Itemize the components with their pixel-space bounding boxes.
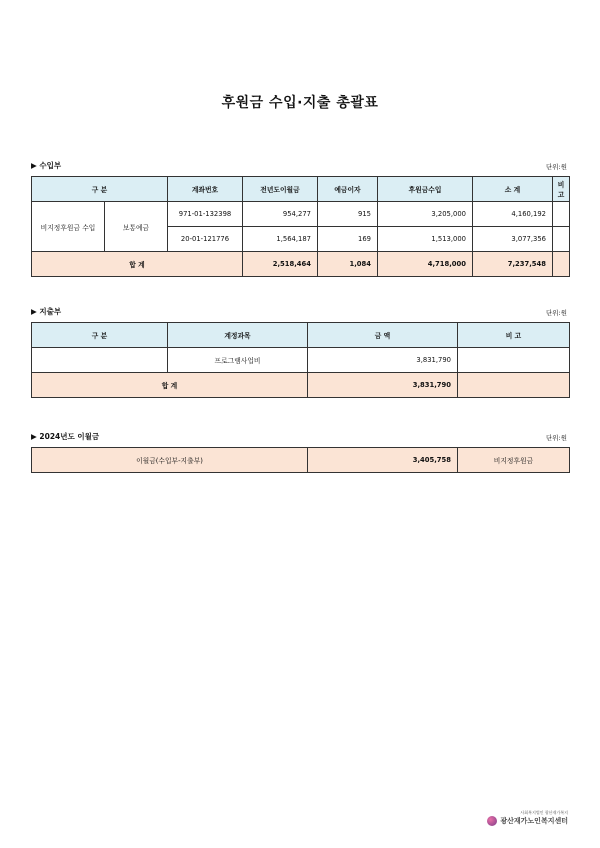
expense-total-label: 합 계	[32, 373, 308, 398]
expense-header-amount: 금 액	[308, 323, 458, 348]
account-number: 20-01-121776	[168, 227, 243, 252]
interest-value: 915	[318, 202, 378, 227]
interest-value: 169	[318, 227, 378, 252]
carryover-amount: 3,405,758	[308, 448, 458, 473]
carryover-value: 954,277	[243, 202, 318, 227]
page-title: 후원금 수입·지출 총괄표	[221, 95, 379, 111]
expense-amount: 3,831,790	[308, 348, 458, 373]
expense-category	[32, 348, 168, 373]
carryover-value: 1,564,187	[243, 227, 318, 252]
total-carryover: 2,518,464	[243, 252, 318, 277]
expense-header-account: 계정과목	[168, 323, 308, 348]
carryover-note: 비지정후원금	[458, 448, 570, 473]
subtotal-value: 4,160,192	[473, 202, 553, 227]
subtotal-value: 3,077,356	[473, 227, 553, 252]
table-row	[32, 348, 570, 373]
income-header-donation: 후원금수입	[378, 177, 473, 202]
expense-total-amount: 3,831,790	[308, 373, 458, 398]
income-category: 비지정후원금 수입	[32, 202, 105, 252]
expense-header-note: 비 고	[458, 323, 570, 348]
expense-section-label: ▶ 지출부	[31, 307, 62, 316]
footer-small-text: 사회복지법인 광산재가복지	[520, 810, 568, 815]
income-header-subtotal: 소 계	[473, 177, 553, 202]
expense-note	[458, 348, 570, 373]
carryover-section-label: ▶ 2024년도 이월금	[31, 432, 100, 441]
organization-logo-icon	[487, 816, 497, 826]
expense-header-category: 구 분	[32, 323, 168, 348]
footer-org-name: 광산재가노인복지센터	[500, 817, 568, 825]
carryover-row	[32, 448, 570, 473]
income-header-account: 계좌번호	[168, 177, 243, 202]
expense-total-note	[458, 373, 570, 398]
total-donation: 4,718,000	[378, 252, 473, 277]
total-subtotal: 7,237,548	[473, 252, 553, 277]
note-value	[553, 202, 570, 227]
expense-total-row	[32, 373, 570, 398]
income-header-note: 비 고	[553, 177, 570, 202]
table-row	[32, 202, 570, 227]
income-header-carryover: 전년도이월금	[243, 177, 318, 202]
note-value	[553, 227, 570, 252]
expense-account: 프로그램사업비	[168, 348, 308, 373]
expense-unit-label: 단위:원	[545, 309, 567, 317]
carryover-label: 이월금(수입부-지출부)	[32, 448, 308, 473]
income-table	[31, 176, 570, 277]
total-note	[553, 252, 570, 277]
carryover-table	[31, 447, 570, 473]
income-header-category: 구 분	[32, 177, 168, 202]
income-total-row	[32, 252, 570, 277]
expense-table	[31, 322, 570, 398]
total-interest: 1,084	[318, 252, 378, 277]
income-section-label: ▶ 수입부	[31, 161, 62, 170]
income-header-interest: 예금이자	[318, 177, 378, 202]
income-total-label: 합 계	[32, 252, 243, 277]
footer-logo-block	[487, 810, 568, 826]
donation-value: 1,513,000	[378, 227, 473, 252]
donation-value: 3,205,000	[378, 202, 473, 227]
carryover-unit-label: 단위:원	[545, 434, 567, 442]
income-subcategory: 보통예금	[105, 202, 168, 252]
income-unit-label: 단위:원	[545, 163, 567, 171]
account-number: 971-01-132398	[168, 202, 243, 227]
